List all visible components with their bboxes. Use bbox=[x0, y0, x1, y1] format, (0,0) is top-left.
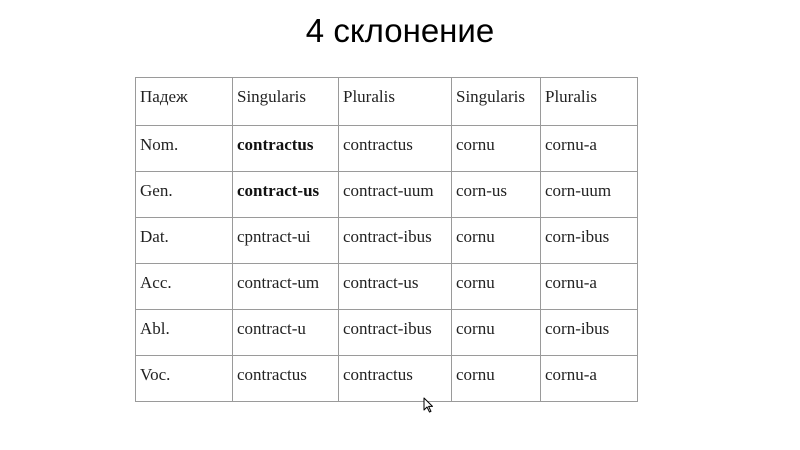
header-pluralis-1: Pluralis bbox=[339, 78, 452, 126]
header-case: Падеж bbox=[136, 78, 233, 126]
mouse-pointer-icon bbox=[423, 397, 433, 413]
table-cell: corn-ibus bbox=[541, 310, 638, 356]
table-cell: Acc. bbox=[136, 264, 233, 310]
header-singularis-2: Singularis bbox=[452, 78, 541, 126]
table-cell: cornu bbox=[452, 218, 541, 264]
table-cell: cornu bbox=[452, 310, 541, 356]
declension-table bbox=[135, 77, 638, 402]
table-cell: Nom. bbox=[136, 126, 233, 172]
table-row bbox=[136, 126, 638, 172]
table-cell: cornu bbox=[452, 126, 541, 172]
slide-title: 4 склонение bbox=[305, 12, 495, 49]
table-cell: cornu-a bbox=[541, 356, 638, 402]
table-cell: corn-ibus bbox=[541, 218, 638, 264]
table-cell: corn-us bbox=[452, 172, 541, 218]
table-cell: cpntract-ui bbox=[233, 218, 339, 264]
table-cell: Abl. bbox=[136, 310, 233, 356]
table-cell: corn-uum bbox=[541, 172, 638, 218]
table-header-row bbox=[136, 78, 638, 126]
header-singularis-1: Singularis bbox=[233, 78, 339, 126]
table-cell: contractus bbox=[233, 356, 339, 402]
table-row bbox=[136, 310, 638, 356]
table-row bbox=[136, 264, 638, 310]
table-cell: contract-us bbox=[339, 264, 452, 310]
table-cell: contractus bbox=[339, 126, 452, 172]
table-row bbox=[136, 356, 638, 402]
table-cell: contractus bbox=[233, 126, 339, 172]
table-cell: cornu-a bbox=[541, 264, 638, 310]
table-cell: cornu-a bbox=[541, 126, 638, 172]
table-cell: contract-uum bbox=[339, 172, 452, 218]
table-cell: contract-um bbox=[233, 264, 339, 310]
table-cell: Gen. bbox=[136, 172, 233, 218]
table-cell: contract-us bbox=[233, 172, 339, 218]
table-cell: contract-ibus bbox=[339, 310, 452, 356]
table-row bbox=[136, 218, 638, 264]
header-pluralis-2: Pluralis bbox=[541, 78, 638, 126]
table-cell: contract-u bbox=[233, 310, 339, 356]
table-cell: contractus bbox=[339, 356, 452, 402]
table-cell: cornu bbox=[452, 264, 541, 310]
table-cell: Dat. bbox=[136, 218, 233, 264]
table-row bbox=[136, 172, 638, 218]
table-cell: contract-ibus bbox=[339, 218, 452, 264]
table-cell: cornu bbox=[452, 356, 541, 402]
table-cell: Voc. bbox=[136, 356, 233, 402]
